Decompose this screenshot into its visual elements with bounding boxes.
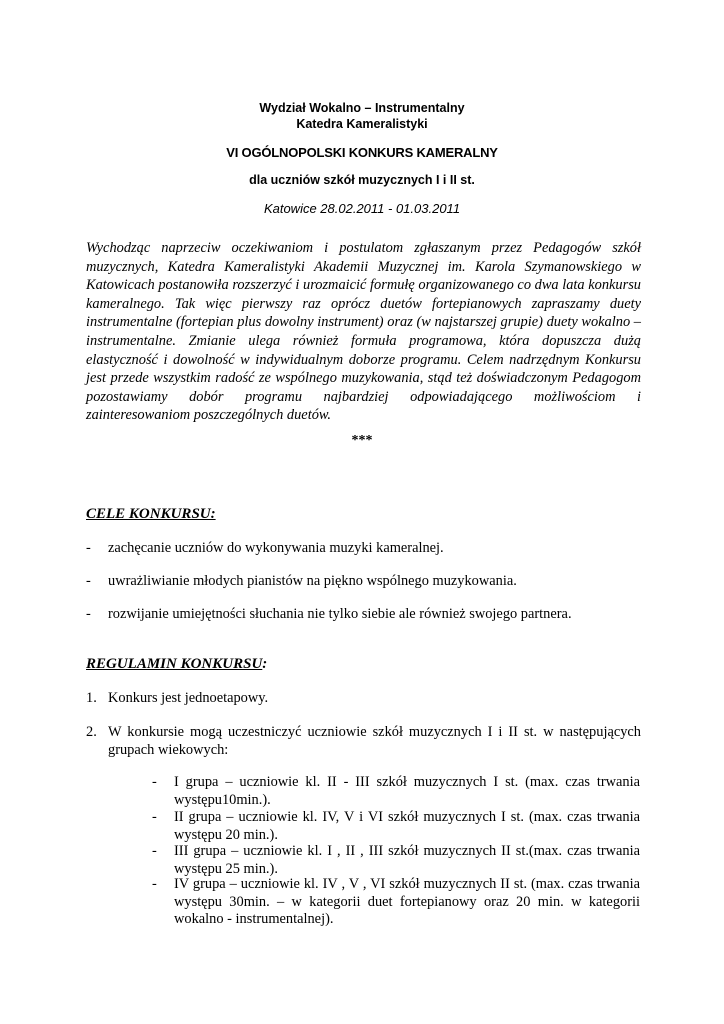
- bullet-dash: -: [152, 774, 157, 790]
- goal-item-text: uwrażliwianie młodych pianistów na piękno wspólnego muzykowania.: [108, 573, 517, 589]
- rule-number: 2.: [86, 724, 97, 740]
- rules-heading-text: REGULAMIN KONKURSU: [86, 656, 263, 672]
- rule-text: Konkurs jest jednoetapowy.: [108, 690, 269, 706]
- bullet-dash: -: [152, 876, 157, 892]
- chair-name: Katedra Kameralistyki: [296, 117, 428, 131]
- section-separator: ***: [351, 433, 373, 448]
- bullet-dash: -: [86, 540, 91, 556]
- age-group-text: IV grupa – uczniowie kl. IV , V , VI szkół muzycznych II st. (max. czas trwania występu 30min. – w kategorii duet fortepianowy oraz 20 min. w kategorii wokalno - instrumentalnej).: [174, 876, 640, 927]
- competition-date: Katowice 28.02.2011 - 01.03.2011: [263, 201, 461, 216]
- age-group-text: I grupa – uczniowie kl. II - III szkół muzycznych I st. (max. czas trwania występu10min.).: [174, 774, 640, 808]
- bullet-dash: -: [86, 606, 91, 622]
- bullet-dash: -: [152, 843, 157, 859]
- age-group-text: II grupa – uczniowie kl. IV, V i VI szkół muzycznych I st. (max. czas trwania występu 20 min.).: [174, 809, 640, 843]
- competition-subtitle: dla uczniów szkół muzycznych I i II st.: [249, 173, 475, 187]
- bullet-dash: -: [152, 809, 157, 825]
- rule-number: 1.: [86, 690, 97, 706]
- goal-item-text: rozwijanie umiejętności słuchania nie tylko siebie ale również swojego partnera.: [108, 606, 572, 622]
- rules-heading: [86, 656, 267, 673]
- department-name: Wydział Wokalno – Instrumentalny: [259, 101, 465, 115]
- age-group-text: III grupa – uczniowie kl. I , II , III szkół muzycznych II st.(max. czas trwania występu 25 min.).: [174, 843, 640, 877]
- goals-heading: CELE KONKURSU:: [86, 506, 216, 522]
- intro-paragraph: Wychodząc naprzeciw oczekiwaniom i postulatom zgłaszanym przez Pedagogów szkół muzycznych, Katedra Kameralistyki Akademii Muzycznej im. Karola Szymanowskiego w Katowicach postanowiła rozszerzyć i urozmaicić formułę organizowanego co dwa lata konkursu kameralnego. Tak więc pierwszy raz oprócz duetów fortepianowych zapraszamy duety instrumentalne (fortepian plus dowolny instrument) oraz (w najstarszej grupie) duety wokalno – instrumentalne. Zmianie ulega również formuła programowa, która dopuszcza dużą elastyczność i dowolność w indywidualnym doborze programu. Celem nadrzędnym Konkursu jest przede wszystkim radość ze wspólnego muzykowania, stąd też doświadczonym Pedagogom pozostawiamy dobór programu najbardziej odpowiadającego możliwościom i zainteresowaniom poszczególnych duetów.: [86, 240, 641, 424]
- rules-heading-colon: :: [262, 656, 268, 672]
- rule-text: W konkursie mogą uczestniczyć uczniowie szkół muzycznych I i II st. w następujących grupach wiekowych:: [108, 724, 641, 758]
- goal-item-text: zachęcanie uczniów do wykonywania muzyki kameralnej.: [108, 540, 444, 556]
- bullet-dash: -: [86, 573, 91, 589]
- competition-title: VI OGÓLNOPOLSKI KONKURS KAMERALNY: [226, 145, 498, 160]
